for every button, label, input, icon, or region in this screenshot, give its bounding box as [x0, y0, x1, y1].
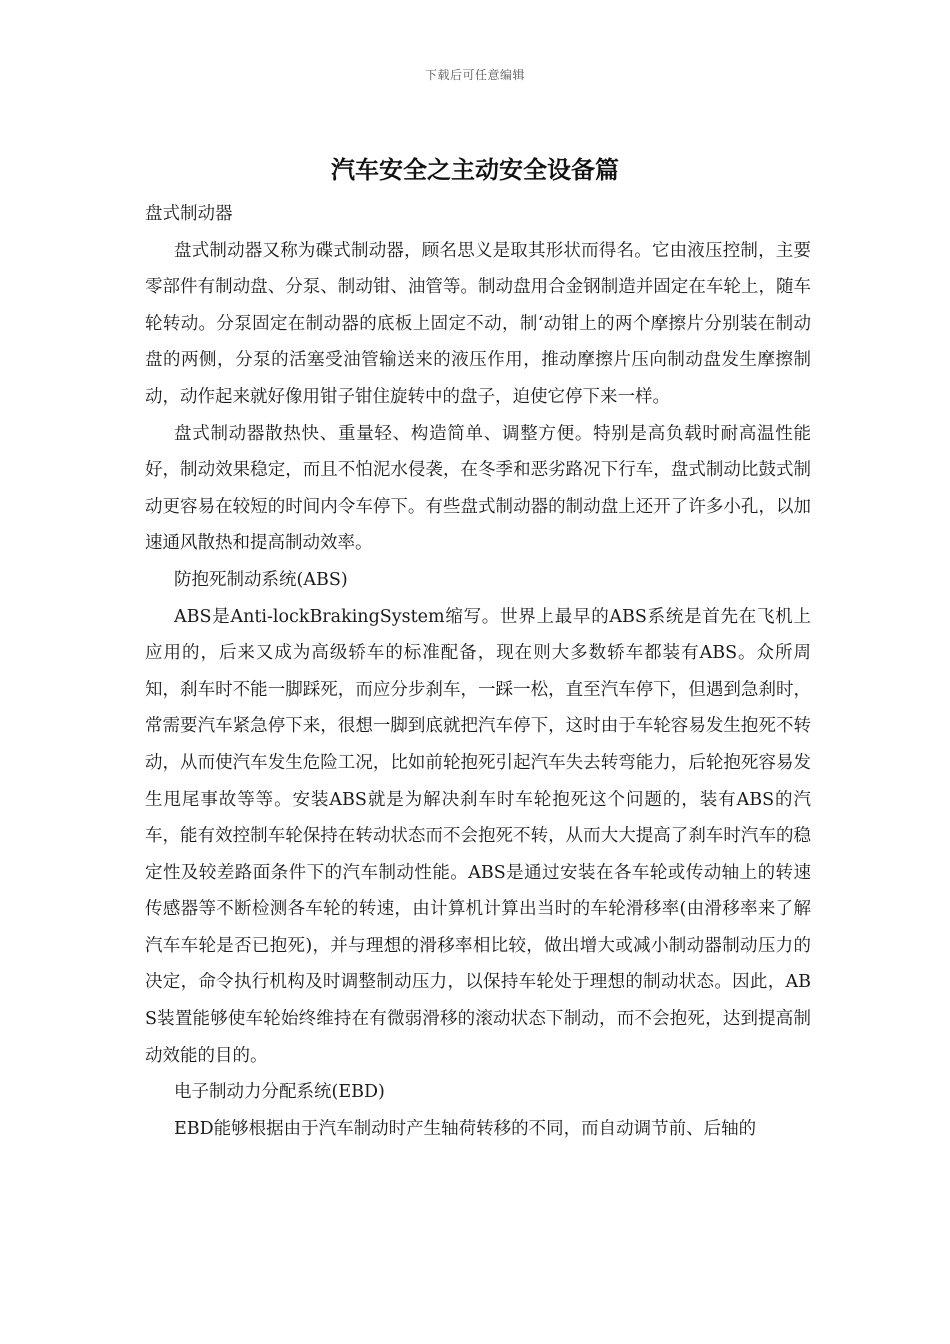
document-title: 汽车安全之主动安全设备篇: [331, 155, 619, 184]
section-heading-disc-brake: 盘式制动器: [145, 204, 233, 224]
paragraph-abs: ABS是Anti-lockBrakingSystem缩写。世界上最早的ABS系统是首先在飞机上应用的，后来又成为高级轿车的标准配备，现在则大多数轿车都装有ABS。众所周知，刹车时不能一脚踩死，而应分步刹车，一踩一松，直至汽车停下，但遇到急刹时，常需要汽车紧急停下来，很想一脚到底就把汽车停下，这时由于车轮容易发生抱死不转动，从而使汽车发生危险工况，比如前轮抱死引起汽车失去转弯能力，后轮抱死容易发生甩尾事故等等。安装ABS就是为解决刹车时车轮抱死这个问题的，装有ABS的汽车，能有效控制车轮保持在转动状态而不会抱死不转，从而大大提高了刹车时汽车的稳定性及较差路面条件下的汽车制动性能。ABS是通过安装在各车轮或传动轴上的转速传感器等不断检测各车轮的转速，由计算机计算出当时的车轮滑移率(由滑移率来了解汽车车轮是否已抱死)，并与理想的滑移率相比较，做出增大或减小制动器制动压力的决定，命令执行机构及时调整制动压力，以保持车轮处于理想的制动状态。因此，ABS装置能够使车轮始终维持在有微弱滑移的滚动状态下制动，而不会抱死，达到提高制动效能的目的。: [145, 606, 811, 1066]
section-heading-ebd: 电子制动力分配系统(EBD): [174, 1082, 385, 1103]
page-header-note: 下载后可任意编辑: [424, 68, 525, 82]
paragraph-ebd: EBD能够根据由于汽车制动时产生轴荷转移的不同，而自动调节前、后轴的: [174, 1118, 757, 1139]
paragraph-disc-brake-advantages: 盘式制动器散热快、重量轻、构造简单、调整方便。特别是高负载时耐高温性能好，制动效果稳定，而且不怕泥水侵袭，在冬季和恶劣路况下行车，盘式制动比鼓式制动更容易在较短的时间内令车停下。有些盘式制动器的制动盘上还开了许多小孔，以加速通风散热和提高制动效率。: [145, 423, 811, 554]
paragraph-disc-brake-intro: 盘式制动器又称为碟式制动器，顾名思义是取其形状而得名。它由液压控制，主要零部件有制动盘、分泵、制动钳、油管等。制动盘用合金钢制造并固定在车轮上，随车轮转动。分泵固定在制动器的底板上固定不动，制‘动钳上的两个摩擦片分别装在制动盘的两侧，分泵的活塞受油管输送来的液压作用，推动摩擦片压向制动盘发生摩擦制动，动作起来就好像用钳子钳住旋转中的盘子，迫使它停下来一样。: [145, 240, 811, 407]
document-body: [145, 196, 811, 1147]
section-heading-abs: 防抱死制动系统(ABS): [174, 569, 348, 590]
